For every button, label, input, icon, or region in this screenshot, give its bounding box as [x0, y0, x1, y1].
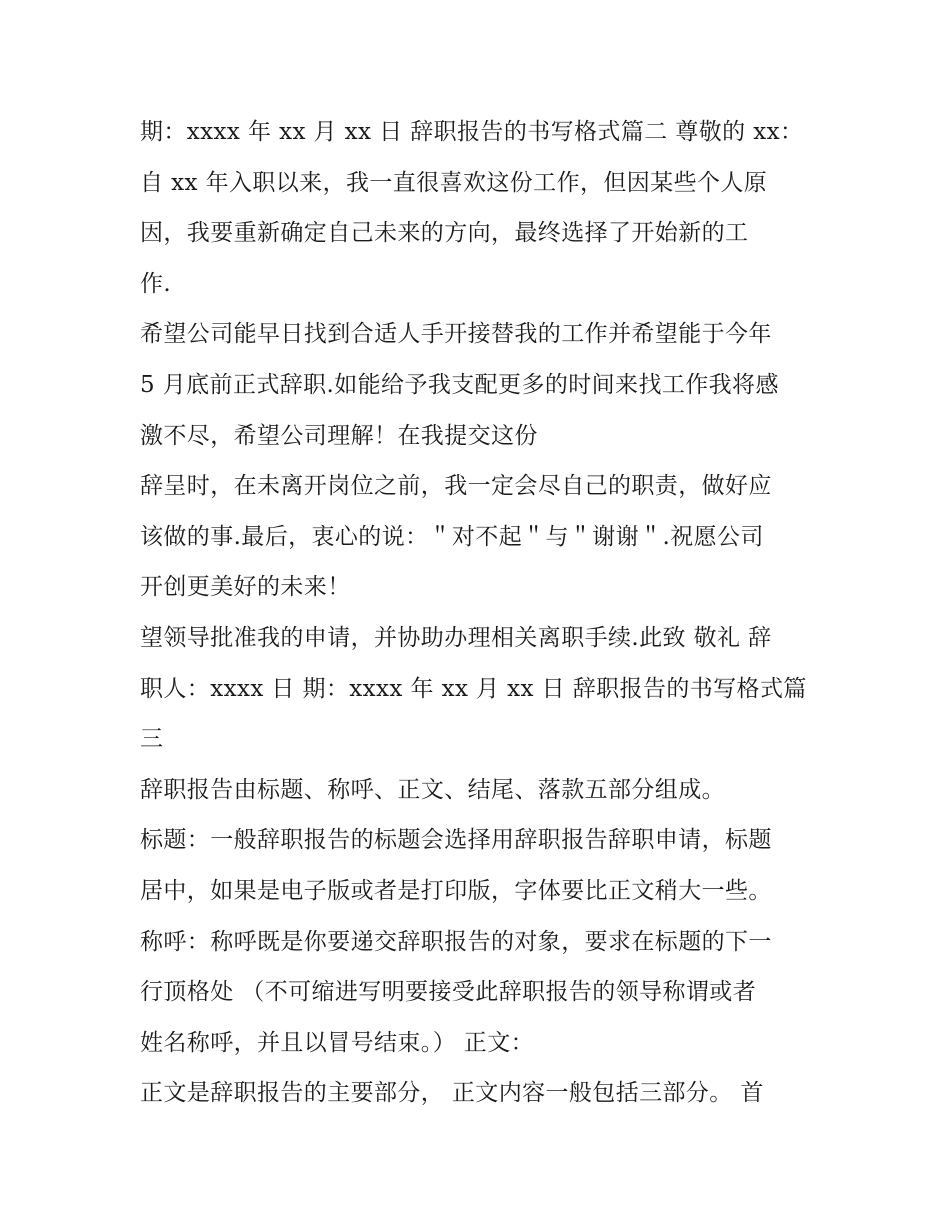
text-line: 作. — [140, 270, 172, 297]
text-line: 姓名称呼，并且以冒号结束。） 正文： — [140, 1029, 535, 1056]
text-line: 辞职报告由标题、称呼、正文、结尾、落款五部分组成。 — [140, 776, 725, 803]
text-line: 正文是辞职报告的主要部分， 正文内容一般包括三部分。 首 — [140, 1080, 764, 1107]
text-line: 激不尽，希望公司理解！在我提交这份 — [140, 422, 538, 449]
text-line: 行顶格处 （不可缩进写明要接受此辞职报告的领导称谓或者 — [140, 979, 757, 1006]
text-line: 辞呈时，在未离开岗位之前，我一定会尽自己的职责，做好应 — [140, 473, 772, 500]
text-line: 自 xx 年入职以来，我一直很喜欢这份工作，但因某些个人原 — [140, 169, 768, 196]
text-line: 开创更美好的未来！ — [140, 574, 351, 601]
text-line: 望领导批准我的申请，并协助办理相关离职手续.此致 敬礼 辞 — [140, 624, 772, 651]
text-line: 居中，如果是电子版或者是打印版，字体要比正文稍大一些。 — [140, 877, 772, 904]
text-line: 称呼：称呼既是你要递交辞职报告的对象，要求在标题的下一 — [140, 928, 772, 955]
text-line: 该做的事.最后，衷心的说：＂对不起＂与＂谢谢＂.祝愿公司 — [140, 523, 764, 550]
text-line: 职人：xxxx 日 期：xxxx 年 xx 月 xx 日 辞职报告的书写格式篇 — [140, 675, 807, 702]
text-line: 5 月底前正式辞职.如能给予我支配更多的时间来找工作我将感 — [140, 371, 779, 398]
text-line: 期：xxxx 年 xx 月 xx 日 辞职报告的书写格式篇二 尊敬的 xx： — [140, 119, 804, 145]
text-line: 三 — [140, 726, 164, 753]
text-line: 希望公司能早日找到合适人手开接替我的工作并希望能于今年 — [140, 321, 772, 348]
text-line: 因，我要重新确定自己未来的方向，最终选择了开始新的工 — [140, 220, 749, 247]
body-text — [140, 107, 820, 1119]
text-line: 标题：一般辞职报告的标题会选择用辞职报告辞职申请，标题 — [140, 827, 772, 854]
